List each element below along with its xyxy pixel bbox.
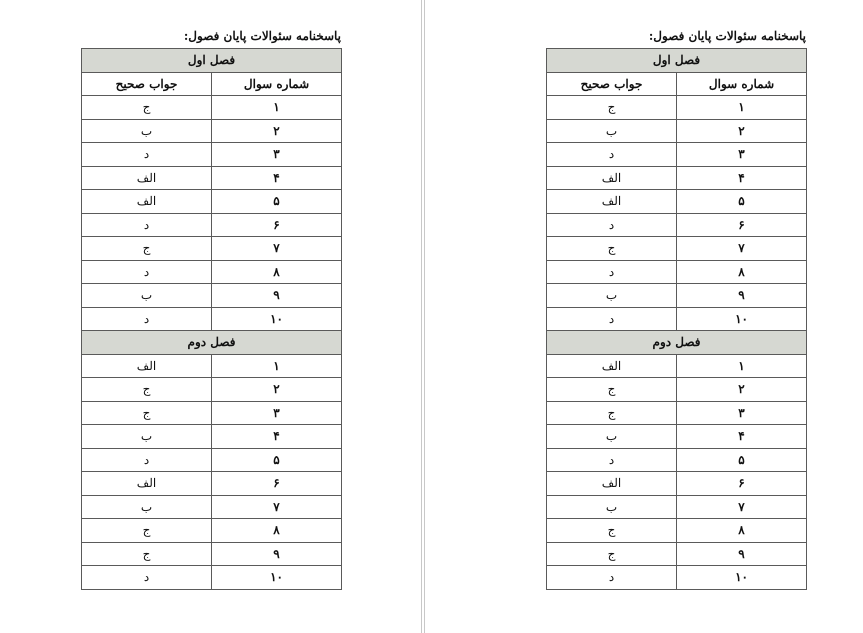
question-number-cell: ۱ xyxy=(212,96,342,120)
page-gutter-divider xyxy=(421,0,425,633)
table-row xyxy=(82,542,342,566)
question-number-cell: ۱ xyxy=(677,354,807,378)
question-number-cell: ۸ xyxy=(677,519,807,543)
question-number-cell: ۶ xyxy=(212,213,342,237)
section-title: فصل اول xyxy=(547,49,807,73)
correct-answer-cell: ج xyxy=(547,542,677,566)
question-number-cell: ۶ xyxy=(212,472,342,496)
table-row xyxy=(82,260,342,284)
question-number-cell: ۱۰ xyxy=(212,307,342,331)
correct-answer-cell: د xyxy=(547,260,677,284)
table-row xyxy=(547,448,807,472)
question-number-cell: ۴ xyxy=(677,166,807,190)
column-header-row xyxy=(82,72,342,96)
correct-answer-cell: د xyxy=(82,307,212,331)
question-number-cell: ۹ xyxy=(677,284,807,308)
question-number-cell: ۹ xyxy=(677,542,807,566)
correct-answer-cell: ج xyxy=(547,401,677,425)
table-row xyxy=(82,119,342,143)
correct-answer-cell: د xyxy=(82,143,212,167)
table-row xyxy=(547,472,807,496)
question-number-cell: ۶ xyxy=(677,213,807,237)
correct-answer-cell: د xyxy=(547,143,677,167)
correct-answer-cell: د xyxy=(547,307,677,331)
question-number-cell: ۳ xyxy=(677,143,807,167)
correct-answer-cell: ج xyxy=(82,378,212,402)
answer-table xyxy=(546,48,807,590)
correct-answer-cell: ج xyxy=(82,401,212,425)
table-row xyxy=(547,519,807,543)
correct-answer-cell: ب xyxy=(82,284,212,308)
correct-answer-cell: ب xyxy=(547,119,677,143)
section-title: فصل دوم xyxy=(547,331,807,355)
answer-table xyxy=(81,48,342,590)
question-number-cell: ۷ xyxy=(212,495,342,519)
section-header-row xyxy=(82,331,342,355)
question-number-cell: ۳ xyxy=(212,143,342,167)
correct-answer-cell: الف xyxy=(82,190,212,214)
correct-answer-cell: ب xyxy=(82,495,212,519)
table-row xyxy=(547,284,807,308)
table-row xyxy=(82,495,342,519)
table-row xyxy=(547,401,807,425)
table-row xyxy=(82,378,342,402)
table-row xyxy=(82,448,342,472)
correct-answer-cell: د xyxy=(82,448,212,472)
question-number-cell: ۱۰ xyxy=(212,566,342,590)
correct-answer-cell: ج xyxy=(547,237,677,261)
section-header-row xyxy=(82,49,342,73)
table-row xyxy=(82,213,342,237)
table-row xyxy=(547,378,807,402)
question-number-cell: ۵ xyxy=(212,448,342,472)
table-row xyxy=(547,190,807,214)
table-row xyxy=(82,307,342,331)
correct-answer-header: جواب صحیح xyxy=(547,72,677,96)
question-number-cell: ۲ xyxy=(677,119,807,143)
correct-answer-cell: د xyxy=(82,213,212,237)
question-number-cell: ۴ xyxy=(212,425,342,449)
question-number-cell: ۷ xyxy=(677,495,807,519)
correct-answer-cell: الف xyxy=(547,166,677,190)
question-number-cell: ۴ xyxy=(677,425,807,449)
table-row xyxy=(547,260,807,284)
table-row xyxy=(82,284,342,308)
table-row xyxy=(82,96,342,120)
table-row xyxy=(547,566,807,590)
page-left xyxy=(81,28,341,590)
table-row xyxy=(547,166,807,190)
correct-answer-cell: ب xyxy=(547,284,677,308)
question-number-cell: ۲ xyxy=(677,378,807,402)
table-row xyxy=(82,425,342,449)
correct-answer-cell: د xyxy=(82,566,212,590)
question-number-cell: ۱ xyxy=(677,96,807,120)
section-title: فصل اول xyxy=(82,49,342,73)
correct-answer-cell: د xyxy=(547,213,677,237)
correct-answer-cell: ج xyxy=(82,519,212,543)
correct-answer-cell: ب xyxy=(547,425,677,449)
table-row xyxy=(547,213,807,237)
correct-answer-cell: الف xyxy=(547,190,677,214)
correct-answer-cell: الف xyxy=(547,354,677,378)
correct-answer-cell: ج xyxy=(82,96,212,120)
table-row xyxy=(82,166,342,190)
table-row xyxy=(82,566,342,590)
question-number-cell: ۱ xyxy=(212,354,342,378)
correct-answer-cell: ج xyxy=(547,519,677,543)
section-header-row xyxy=(547,49,807,73)
question-number-cell: ۵ xyxy=(677,190,807,214)
correct-answer-cell: الف xyxy=(82,472,212,496)
correct-answer-cell: الف xyxy=(82,166,212,190)
question-number-cell: ۱۰ xyxy=(677,566,807,590)
correct-answer-cell: د xyxy=(547,566,677,590)
table-row xyxy=(82,401,342,425)
question-number-cell: ۲ xyxy=(212,119,342,143)
question-number-cell: ۵ xyxy=(212,190,342,214)
question-number-header: شماره سوال xyxy=(212,72,342,96)
table-row xyxy=(82,237,342,261)
table-row xyxy=(82,519,342,543)
table-row xyxy=(547,96,807,120)
correct-answer-cell: ج xyxy=(547,96,677,120)
table-row xyxy=(547,354,807,378)
correct-answer-cell: ب xyxy=(82,425,212,449)
column-header-row xyxy=(547,72,807,96)
question-number-cell: ۳ xyxy=(677,401,807,425)
question-number-cell: ۱۰ xyxy=(677,307,807,331)
table-row xyxy=(547,542,807,566)
table-row xyxy=(82,354,342,378)
question-number-cell: ۲ xyxy=(212,378,342,402)
section-header-row xyxy=(547,331,807,355)
question-number-cell: ۸ xyxy=(212,260,342,284)
question-number-header: شماره سوال xyxy=(677,72,807,96)
correct-answer-cell: الف xyxy=(82,354,212,378)
correct-answer-cell: ج xyxy=(547,378,677,402)
question-number-cell: ۷ xyxy=(677,237,807,261)
question-number-cell: ۸ xyxy=(212,519,342,543)
correct-answer-cell: الف xyxy=(547,472,677,496)
table-row xyxy=(547,425,807,449)
question-number-cell: ۹ xyxy=(212,542,342,566)
table-row xyxy=(82,472,342,496)
question-number-cell: ۴ xyxy=(212,166,342,190)
correct-answer-cell: د xyxy=(82,260,212,284)
question-number-cell: ۳ xyxy=(212,401,342,425)
table-row xyxy=(547,143,807,167)
page-title: پاسخنامه سئوالات پایان فصول: xyxy=(183,29,341,43)
correct-answer-header: جواب صحیح xyxy=(82,72,212,96)
question-number-cell: ۶ xyxy=(677,472,807,496)
question-number-cell: ۸ xyxy=(677,260,807,284)
correct-answer-cell: د xyxy=(547,448,677,472)
question-number-cell: ۵ xyxy=(677,448,807,472)
table-row xyxy=(82,143,342,167)
correct-answer-cell: ج xyxy=(82,542,212,566)
question-number-cell: ۹ xyxy=(212,284,342,308)
table-row xyxy=(547,119,807,143)
page-title: پاسخنامه سئوالات پایان فصول: xyxy=(648,29,806,43)
table-row xyxy=(82,190,342,214)
table-row xyxy=(547,495,807,519)
correct-answer-cell: ج xyxy=(82,237,212,261)
correct-answer-cell: ب xyxy=(82,119,212,143)
correct-answer-cell: ب xyxy=(547,495,677,519)
page-right xyxy=(546,28,806,590)
question-number-cell: ۷ xyxy=(212,237,342,261)
table-row xyxy=(547,237,807,261)
section-title: فصل دوم xyxy=(82,331,342,355)
table-row xyxy=(547,307,807,331)
